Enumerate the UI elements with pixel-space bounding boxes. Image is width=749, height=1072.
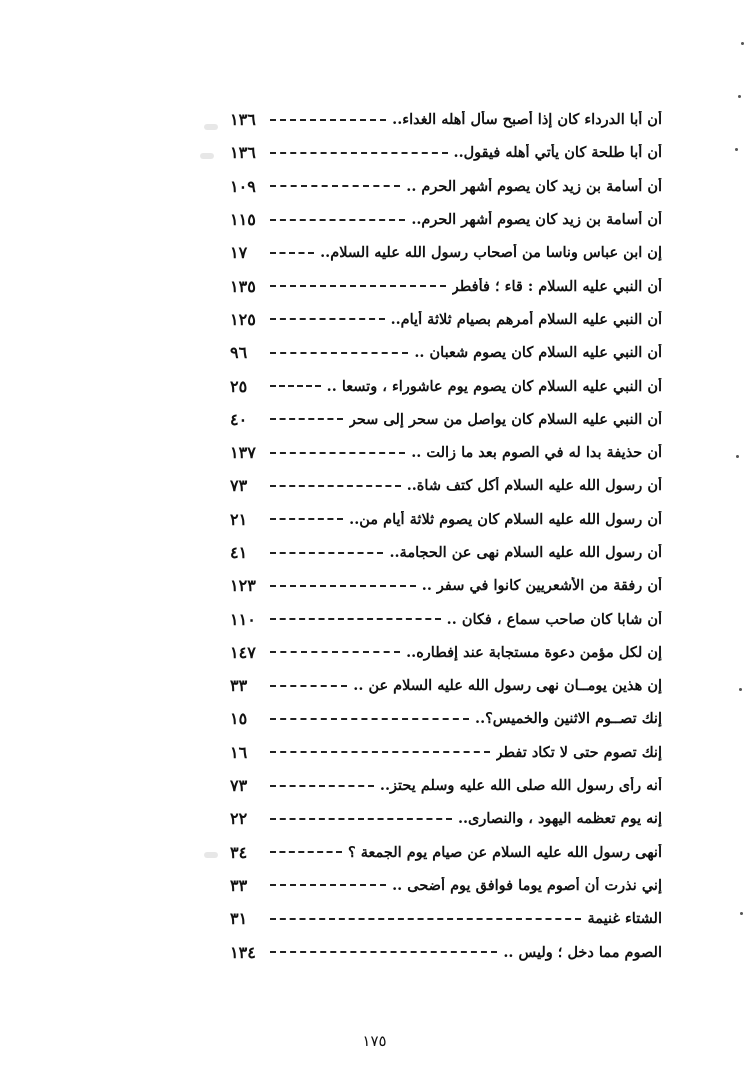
page-folio: ١٧٥ xyxy=(362,1032,387,1050)
dash-leader xyxy=(270,219,405,221)
scan-speck xyxy=(741,42,744,45)
dash-leader xyxy=(270,818,452,820)
scan-smudge xyxy=(204,852,218,858)
dash-leader xyxy=(270,385,321,387)
entry-text: إنك تصــوم الاثنين والخميس؟.. xyxy=(475,710,662,728)
index-entry xyxy=(230,403,662,436)
entry-text: الشتاء غنيمة xyxy=(587,910,662,928)
index-entry xyxy=(230,436,662,469)
index-entry xyxy=(230,836,662,869)
entry-page-number: ١٠٩ xyxy=(230,176,256,196)
entry-text: أن شابا كان صاحب سماع ، فكان .. xyxy=(446,610,662,628)
index-entry xyxy=(230,702,662,735)
entry-text: أن أبا الدرداء كان إذا أصبح سأل أهله الغداء.. xyxy=(392,111,662,129)
scan-speck xyxy=(735,148,738,151)
dash-leader xyxy=(270,685,347,687)
entry-page-number: ١٢٣ xyxy=(230,576,256,596)
dash-leader xyxy=(270,285,446,287)
entry-page-number: ٣١ xyxy=(230,909,248,929)
dash-leader xyxy=(270,884,386,886)
entry-page-number: ٧٣ xyxy=(230,776,248,796)
entry-text: أن رسول الله عليه السلام كان يصوم ثلاثة أيام من.. xyxy=(349,510,662,528)
dash-leader xyxy=(270,119,386,121)
scan-speck xyxy=(736,455,739,458)
entry-page-number: ٩٦ xyxy=(230,343,248,363)
dash-leader xyxy=(270,618,441,620)
entry-text: الصوم مما دخل ؛ وليس .. xyxy=(503,943,662,961)
entry-text: أن أسامة بن زيد كان يصوم أشهر الحرم.. xyxy=(411,211,662,229)
entry-text: إني نذرت أن أصوم يوما فوافق يوم أضحى .. xyxy=(392,876,662,894)
index-entry xyxy=(230,902,662,935)
entry-text: أن النبي عليه السلام أمرهم بصيام ثلاثة أيام.. xyxy=(390,310,662,328)
index-entry xyxy=(230,736,662,769)
entry-text: إنه يوم تعظمه اليهود ، والنصارى.. xyxy=(457,810,662,828)
index-entry xyxy=(230,303,662,336)
entry-page-number: ١٢٥ xyxy=(230,309,256,329)
index-entry xyxy=(230,469,662,502)
entry-page-number: ٢٥ xyxy=(230,376,248,396)
entry-text: إن هذين يومــان نهى رسول الله عليه السلام عن .. xyxy=(353,677,662,695)
entry-text: أن رفقة من الأشعريين كانوا في سفر .. xyxy=(421,577,662,595)
entry-page-number: ١١٥ xyxy=(230,210,256,230)
dash-leader xyxy=(270,485,401,487)
dash-leader xyxy=(270,452,405,454)
index-entry xyxy=(230,269,662,302)
entry-page-number: ٣٣ xyxy=(230,676,248,696)
index-entry xyxy=(230,769,662,802)
entry-text: أن النبي عليه السلام كان يصوم شعبان .. xyxy=(414,344,662,362)
entry-text: أنهى رسول الله عليه السلام عن صيام يوم الجمعة ؟ xyxy=(347,843,662,861)
hadith-index-list xyxy=(230,103,662,969)
entry-page-number: ٧٣ xyxy=(230,476,248,496)
entry-page-number: ٢١ xyxy=(230,509,248,529)
dash-leader xyxy=(270,585,416,587)
dash-leader xyxy=(270,718,469,720)
dash-leader xyxy=(270,252,314,254)
index-entry xyxy=(230,802,662,835)
index-entry xyxy=(230,136,662,169)
dash-leader xyxy=(270,318,385,320)
entry-page-number: ٤١ xyxy=(230,543,248,562)
index-entry xyxy=(230,170,662,203)
entry-page-number: ١٦ xyxy=(230,742,248,762)
dash-leader xyxy=(270,152,448,154)
index-entry xyxy=(230,536,662,569)
entry-text: أن النبي عليه السلام كان يواصل من سحر إلى سحر xyxy=(348,410,662,428)
entry-page-number: ١٣٦ xyxy=(230,143,256,163)
index-entry xyxy=(230,203,662,236)
entry-text: إن ابن عباس وناسا من أصحاب رسول الله عليه السلام.. xyxy=(320,244,662,262)
scan-speck xyxy=(738,95,741,98)
entry-text: أن رسول الله عليه السلام أكل كتف شاة.. xyxy=(406,477,662,495)
index-entry xyxy=(230,369,662,402)
dash-leader xyxy=(270,418,343,420)
entry-text: أن النبي عليه السلام كان يصوم يوم عاشوراء ، وتسعا .. xyxy=(326,377,662,395)
entry-page-number: ١٣٤ xyxy=(230,942,256,962)
entry-page-number: ٣٣ xyxy=(230,875,248,895)
scan-speck xyxy=(739,688,742,691)
entry-text: أن أبا طلحة كان يأتي أهله فيقول.. xyxy=(453,144,662,162)
dash-leader xyxy=(270,552,383,554)
entry-page-number: ١٣٧ xyxy=(230,443,256,463)
entry-page-number: ٣٤ xyxy=(230,842,248,862)
index-entry xyxy=(230,336,662,369)
scan-speck xyxy=(740,912,743,915)
dash-leader xyxy=(270,518,343,520)
dash-leader xyxy=(270,651,400,653)
index-entry xyxy=(230,602,662,635)
scan-smudge xyxy=(200,153,214,159)
index-entry xyxy=(230,869,662,902)
index-entry xyxy=(230,935,662,968)
scan-smudge xyxy=(204,124,218,130)
entry-page-number: ١٤٧ xyxy=(230,642,256,662)
entry-page-number: ١٧ xyxy=(230,243,248,263)
entry-text: إن لكل مؤمن دعوة مستجابة عند إفطاره.. xyxy=(406,643,662,661)
dash-leader xyxy=(270,185,400,187)
entry-text: أن حذيفة بدا له في الصوم بعد ما زالت .. xyxy=(411,444,662,462)
entry-text: أن النبي عليه السلام : قاء ؛ فأفطر xyxy=(451,277,662,295)
entry-page-number: ٢٢ xyxy=(230,809,248,829)
index-entry xyxy=(230,669,662,702)
dash-leader xyxy=(270,851,342,853)
dash-leader xyxy=(270,785,374,787)
index-entry xyxy=(230,636,662,669)
entry-page-number: ٤٠ xyxy=(230,409,248,429)
index-entry xyxy=(230,503,662,536)
dash-leader xyxy=(270,352,408,354)
entry-text: أن رسول الله عليه السلام نهى عن الحجامة.. xyxy=(389,544,662,561)
index-entry xyxy=(230,569,662,602)
entry-text: أنه رأى رسول الله صلى الله عليه وسلم يحتز.. xyxy=(379,777,662,795)
index-entry xyxy=(230,103,662,136)
entry-page-number: ١٣٥ xyxy=(230,276,256,296)
dash-leader xyxy=(270,918,581,920)
dash-leader xyxy=(270,751,490,753)
entry-text: أن أسامة بن زيد كان يصوم أشهر الحرم .. xyxy=(406,177,662,195)
entry-page-number: ١٣٦ xyxy=(230,110,256,130)
entry-page-number: ١١٠ xyxy=(230,609,256,629)
entry-text: إنك تصوم حتى لا تكاد تفطر xyxy=(495,743,662,761)
entry-page-number: ١٥ xyxy=(230,709,248,729)
dash-leader xyxy=(270,951,497,953)
index-entry xyxy=(230,236,662,269)
